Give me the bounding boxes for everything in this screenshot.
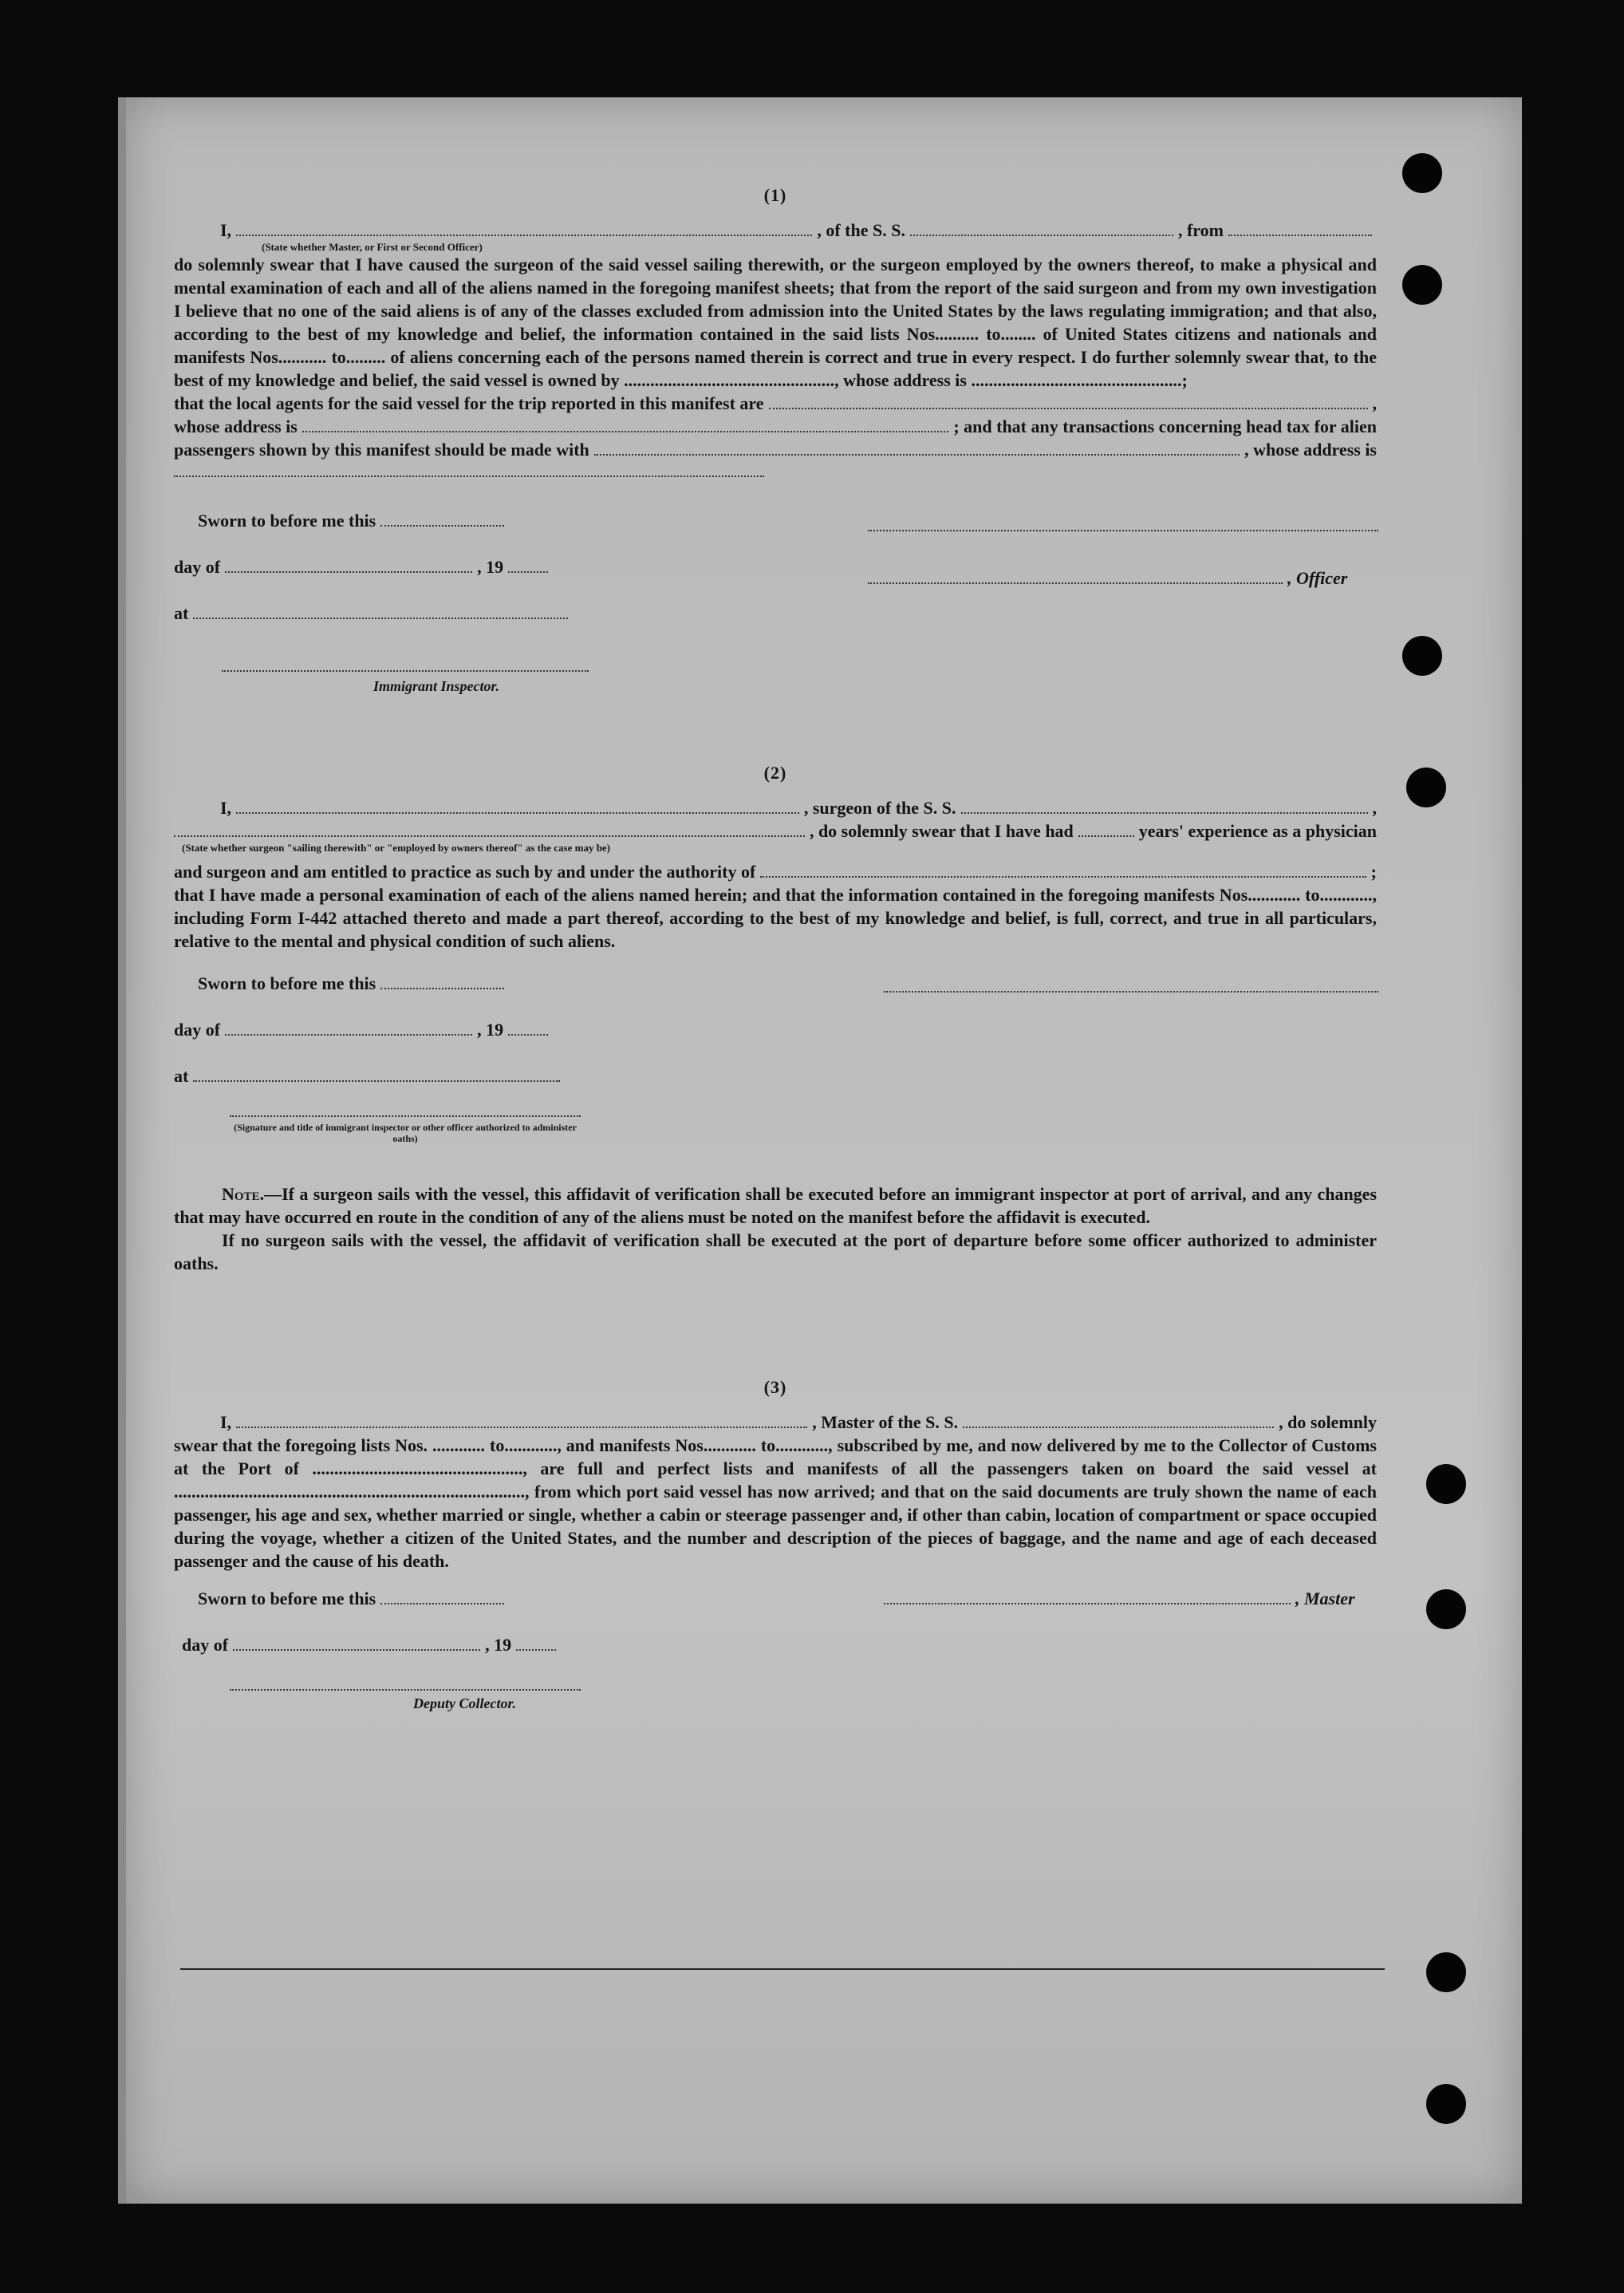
master-signature-field[interactable] [884,1589,1291,1604]
head-tax-address-line [174,461,1377,477]
local-agents-field[interactable] [769,393,1368,409]
affidavit-content [174,185,1377,1724]
section-2-number: (2) [763,763,787,783]
master-sworn-month-field[interactable] [233,1635,480,1651]
master-name-field[interactable] [236,1412,807,1428]
punch-hole [1402,265,1442,305]
surgeon-sworn-month-field[interactable] [225,1020,472,1036]
section-1-body: do solemnly swear that I have caused the surgeon of the said vessel sailing therewith, or the surgeon employed by the owners thereof, to make a physical and mental examination of each and all of the aliens named in the foregoing manifest sheets; that from the report of the said surgeon and from my own investigation I believe that no one of the said aliens is of any of the classes excluded from admission into the United States by the laws regulating immigration; and that also, according to the best of my knowledge and belief, the information contained in the said lists Nos.......... to........ of United States citizens and nationals and manifests Nos........... to......... of aliens concerning each of the persons named therein is correct and true in every respect. I do further solemnly swear that, to the best of my knowledge and belief, the said vessel is owned by ................................................, whose address is ................................................; [174,255,1377,390]
deputy-collector-label: Deputy Collector. [413,1695,516,1711]
master-vessel-field[interactable] [963,1412,1274,1428]
head-tax-address-field[interactable] [174,461,764,477]
surgeon-name-field[interactable] [236,798,799,814]
master-sworn-date-field[interactable] [380,1589,504,1604]
officer-signature-line[interactable] [868,528,1378,531]
section-3-jurat: Sworn to before me this , Master day of , 19 Deputy Collector. [182,1589,1355,1711]
section-2-jurat: Sworn to before me this day of , 19 at (Signature and title of immigrant inspector or other officer authorized to administer oaths) [174,973,1377,1182]
deputy-collector-signature-line[interactable] [230,1687,581,1691]
sworn-year-field[interactable] [508,557,548,573]
no-surgeon-note: If no surgeon sails with the vessel, the affidavit of verification shall be executed at the port of departure before some officer authorized to administer oaths. [174,1230,1377,1273]
officer-title-field[interactable] [868,568,1283,584]
document-sheet [118,97,1522,2204]
section-3-number: (3) [763,1377,787,1397]
local-agents-line: that the local agents for the said vessel for the trip reported in this manifest are , [174,393,1377,413]
authority-field[interactable] [760,862,1366,878]
surgeon-signature-line[interactable] [884,989,1378,993]
section-1 [174,185,1377,702]
section-2-oath-line: I, , surgeon of the S. S. , [220,798,1377,818]
agents-address-line: whose address is ; and that any transactions concerning head tax for alien [174,416,1377,436]
vessel-name-field[interactable] [910,220,1173,236]
departure-port-field[interactable] [1228,220,1372,236]
punch-hole [1426,1952,1466,1992]
surgeon-sworn-year-field[interactable] [508,1020,548,1036]
section-3-oath-line: I, , Master of the S. S. , do solemnly [220,1412,1377,1432]
section-1-oath-line: I, , of the S. S. , from [174,219,1377,242]
surgeon-status-caption: (State whether surgeon "sailing therewith" or "employed by owners thereof" as the case may be) [182,842,611,854]
sworn-month-field[interactable] [225,557,472,573]
punch-hole [1402,636,1442,676]
inspector-label: Immigrant Inspector. [373,678,500,694]
sworn-date-field[interactable] [380,511,504,527]
punch-hole [1426,2084,1466,2124]
section-3 [174,1377,1377,1724]
administering-officer-caption: (Signature and title of immigrant inspector or other officer authorized to administer oaths) [234,1122,577,1144]
head-tax-contact-field[interactable] [594,440,1240,456]
section-3-body: swear that the foregoing lists Nos. ............ to............, and manifests Nos............ to............, subscribed by me, and now delivered by me to the Collector of Customs at the Port of ................................................, are full and perfect lists and manifests of all the passengers taken on board the said vessel at ................................................................................, from which port said vessel has now arrived; and that on the said documents are truly shown the name of each passenger, his age and sex, whether married or single, whether a cabin or steerage passenger and, if other than cabin, location of compartment or space occupied during the voyage, whether a citizen of the United States, and the number and description of the pieces of baggage, and the name and age of each deceased passenger and the cause of his death. [174,1435,1377,1571]
agents-address-field[interactable] [302,416,948,432]
years-experience-field[interactable] [1078,821,1134,837]
officer-rank-caption: (State whether Master, or First or Second Officer) [262,241,483,253]
section-2-body: that I have made a personal examination of each of the aliens named herein; and that the information contained in the foregoing manifests Nos............ to............, including Form I-442 attached thereto and made a part thereof, according to the best of my knowledge and belief, is full, correct, and true in all particulars, relative to the mental and physical condition of such aliens. [174,885,1377,951]
surgeon-sworn-place-field[interactable] [193,1066,560,1082]
surgeon-sworn-date-field[interactable] [380,973,504,989]
punch-hole [1402,153,1442,193]
section-1-jurat: Sworn to before me this day of , 19 , Officer at Immigrant Inspector. [174,495,1377,702]
punch-hole [1426,1589,1466,1629]
section-1-number: (1) [763,185,787,205]
authority-line: and surgeon and am entitled to practice as such by and under the authority of ; [174,862,1377,882]
punch-hole [1406,768,1446,807]
surgeon-status-field[interactable] [174,821,805,837]
bottom-rule [180,1968,1385,1970]
head-tax-line: passengers shown by this manifest should be made with , whose address is [174,440,1377,460]
faded-stamp [174,113,381,161]
inspector-signature-line[interactable] [222,669,589,672]
surgeon-experience-line: , do solemnly swear that I have had years' experience as a physician [174,819,1377,843]
section-2 [174,763,1377,1275]
officer-rank-field[interactable] [236,220,812,236]
sworn-place-field[interactable] [193,603,568,619]
surgeon-note: Note.—If a surgeon sails with the vessel, this affidavit of verification shall be executed before an immigrant inspector at port of arrival, and any changes that may have occurred en route in the condition of any of the aliens must be noted on the manifest before the affidavit is executed. [174,1184,1377,1227]
master-sworn-year-field[interactable] [516,1635,556,1651]
administering-officer-signature-line[interactable] [230,1114,581,1117]
surgeon-vessel-field[interactable] [961,798,1368,814]
punch-hole [1426,1464,1466,1504]
